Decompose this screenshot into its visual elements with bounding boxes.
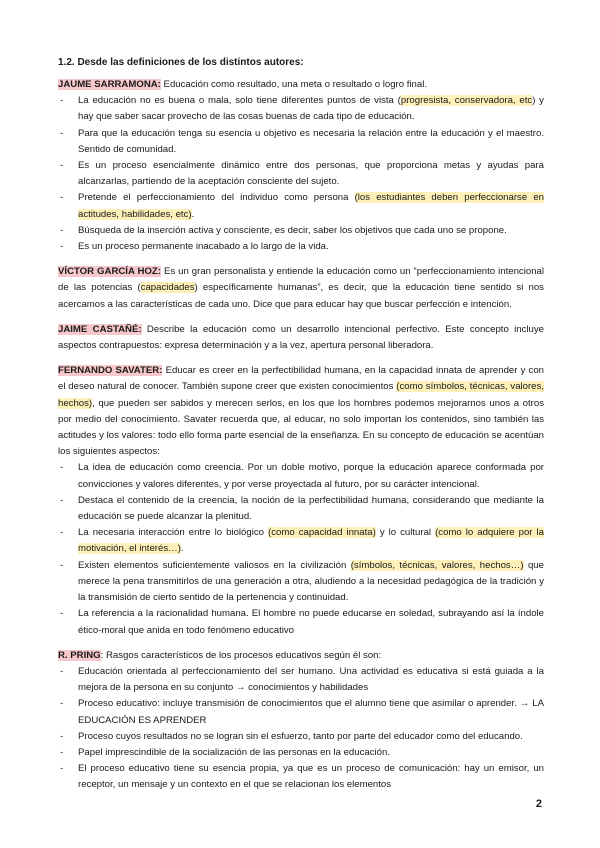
- sarramona-intro: JAUME SARRAMONA: Educación como resultado, una meta o resultado o logro final.: [58, 79, 427, 90]
- list-item: - Existen elementos suficientemente valiosos en la civilización (símbolos, técnicas, valores, hechos…) que merece la pena transmitirlos de una generación a otra, aludiendo a la necesidad pedagógica de la tradición y la transmisión de cierto sentido de la pertenencia y continuidad.: [58, 558, 544, 607]
- pring-intro: R. PRING: Rasgos característicos de los procesos educativos según él son:: [58, 649, 382, 661]
- savater-paragraph: FERNANDO SAVATER: Educar es creer en la perfectibilidad humana, en la capacidad innata de aprender y con el deseo natural de conocer. También supone creer que existen conocimientos (como símbolos, técnicas, valores, hechos), que pueden ser sabidos y merecen serlos, en los que los hombres podemos mejorarnos unos a otros por medio del conocimiento. Savater recuerda que, al educar, no solo importan los contenidos, sino también las actitudes y los valores: todo ello forma parte esencial de la enseñanza. En su concepto de educación se acentúan los siguientes aspectos:: [58, 365, 544, 458]
- document-page: [58, 55, 544, 803]
- list-item: - Proceso educativo: incluye transmisión de conocimientos que el alumno tiene que asimilar o aprender. → LA EDUCACIÓN ES APRENDER: [58, 696, 544, 728]
- page-number: 2: [535, 798, 542, 810]
- castane-paragraph: JAIME CASTAÑÉ: Describe la educación como un desarrollo intencional perfectivo. Este concepto incluye aspectos contrapuestos: expresa determinación y a la vez, apertura personal liberadora.: [58, 323, 545, 352]
- list-item: - Destaca el contenido de la creencia, la noción de la perfectibilidad humana, considerando que mediante la educación se puede alcanzar la plenitud.: [58, 493, 544, 525]
- sarramona-section: [58, 77, 544, 255]
- castane-section: [58, 322, 544, 354]
- author-name-savater: FERNANDO SAVATER:: [58, 365, 163, 377]
- sarramona-list: [58, 93, 544, 255]
- garcia-hoz-section: [58, 264, 544, 313]
- author-name-garcia-hoz: VÍCTOR GARCÍA HOZ:: [58, 266, 161, 278]
- list-item: - Pretende el perfeccionamiento del individuo como persona (los estudiantes deben perfeccionarse en actitudes, habilidades, etc).: [58, 190, 544, 222]
- list-item: - La necesaria interacción entre lo biológico (como capacidad innata) y lo cultural (como lo adquiere por la motivación, el interés…).: [58, 525, 544, 557]
- list-item: - El proceso educativo tiene su esencia propia, ya que es un proceso de comunicación: hay un emisor, un receptor, un mensaje y un contexto en el que se relacionan los elementos: [58, 761, 544, 793]
- list-item: - Educación orientada al perfeccionamiento del ser humano. Una actividad es educativa si está guiada a la mejora de la persona en su conjunto → conocimientos y habilidades: [58, 664, 544, 696]
- list-item: - Es un proceso esencialmente dinámico entre dos personas, que proporciona metas y ayudas para alcanzarlas, partiendo de la aceptación consciente del sujeto.: [58, 158, 544, 190]
- author-name-castane: JAIME CASTAÑÉ:: [58, 323, 142, 335]
- list-item: - Papel imprescindible de la socialización de las personas en la educación.: [58, 745, 544, 761]
- list-item: - La educación no es buena o mala, solo tiene diferentes puntos de vista (progresista, conservadora, etc) y hay que saber sacar provecho de las cosas buenas de cada tipo de educación.: [58, 93, 544, 125]
- pring-list: [58, 664, 544, 794]
- list-item: - Búsqueda de la inserción activa y consciente, es decir, saber los objetivos que cada uno se propone.: [58, 223, 544, 239]
- list-item: - Proceso cuyos resultados no se logran sin el esfuerzo, tanto por parte del educador como del educando.: [58, 729, 544, 745]
- list-item: - La idea de educación como creencia. Por un doble motivo, porque la educación aparece conformada por convicciones y valores diferentes, y por verse proyectada al futuro, por su carácter intencional.: [58, 460, 544, 492]
- section-heading: 1.2. Desde las definiciones de los distintos autores:: [58, 57, 304, 68]
- author-name-pring: R. PRING: [58, 649, 101, 661]
- list-item: - La referencia a la racionalidad humana. El hombre no puede educarse en soledad, subrayando así la índole ético-moral que anida en todo fenómeno educativo: [58, 606, 544, 638]
- list-item: - Es un proceso permanente inacabado a lo largo de la vida.: [58, 239, 544, 255]
- pring-section: [58, 648, 544, 794]
- list-item: - Para que la educación tenga su esencia u objetivo es necesaria la relación entre la educación y el maestro. Sentido de comunidad.: [58, 126, 544, 158]
- garcia-hoz-paragraph: VÍCTOR GARCÍA HOZ: Es un gran personalista y entiende la educación como un “perfeccionamiento intencional de las potencias (capacidades) específicamente humanas”, es decir, que la educación tiene sentido si nos acercamos a las características de cada uno. Dice que para educar hay que buscar perfección e intención.: [58, 266, 545, 310]
- savater-list: [58, 460, 544, 638]
- author-name-sarramona: JAUME SARRAMONA:: [58, 79, 161, 90]
- savater-section: [58, 363, 544, 638]
